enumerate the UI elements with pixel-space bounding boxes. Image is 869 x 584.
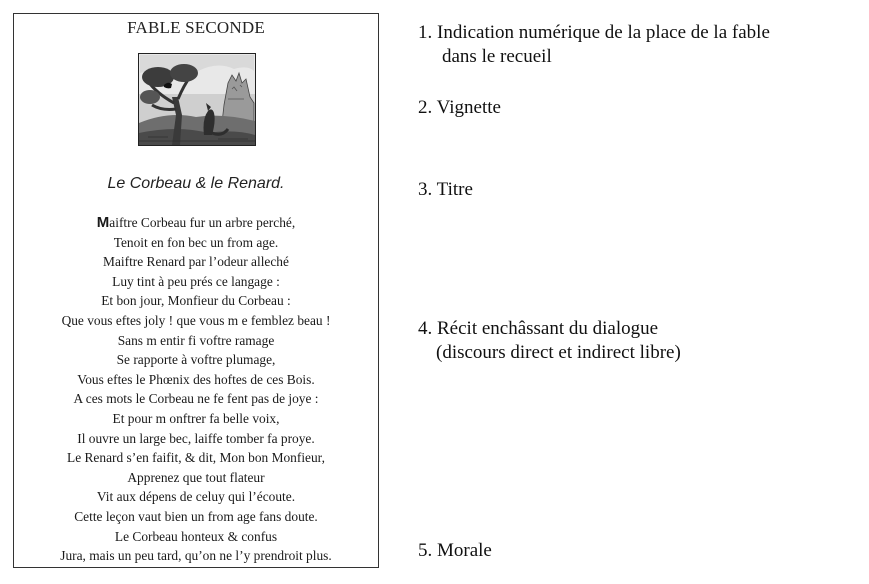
verse-line-text: aiftre Corbeau fur un arbre perché, [109,215,296,230]
verse-line: Cette leçon vaut bien un from age fans doute. [74,508,318,524]
fable-poem [14,213,378,566]
fable-title: Le Corbeau & le Renard. [107,175,285,192]
annotation-title [418,178,473,202]
verse-line [14,213,378,233]
verse-line: Que vous eftes joly ! que vous m e femblez beau ! [61,312,331,328]
verse-line: Apprenez que tout flateur [127,469,265,485]
annotation-moral [418,539,492,563]
verse-line: A ces mots le Corbeau ne fe fent pas de joye : [73,391,319,407]
verse-line: Vous eftes le Phœnix des hoftes de ces Bois. [77,371,315,387]
verse-line: Le Renard s’en faifit, & dit, Mon bon Monfieur, [67,450,325,466]
annotation-text: 5. Morale [418,540,492,561]
fable-number-heading: FABLE SECONDE [127,18,265,37]
verse-line: Se rapporte à voftre plumage, [116,352,276,368]
verse-line: Sans m entir fi voftre ramage [117,332,275,348]
annotation-text-continued: (discours direct et indirect libre) [436,342,681,363]
annotation-narrative [418,317,681,365]
verse-line: Jura, mais un peu tard, qu’on ne l’y prendroit plus. [60,548,332,564]
vignette-engraving [138,53,256,146]
annotation-numbering [418,21,770,69]
drop-cap: M [96,214,110,231]
verse-line: Il ouvre un large bec, laiffe tomber fa proye. [77,430,315,446]
annotation-text: 3. Titre [418,179,473,200]
annotation-vignette [418,96,501,120]
verse-line: Tenoit en fon bec un from age. [113,234,279,250]
annotation-text: 2. Vignette [418,97,501,118]
verse-line: Le Corbeau honteux & confus [114,528,278,544]
verse-line: Maiftre Renard par l’odeur alleché [103,254,289,270]
verse-line: Vit aux dépens de celuy qui l’écoute. [96,489,296,505]
annotation-text: 1. Indication numérique de la place de la fable [418,22,770,43]
verse-line: Et pour m onftrer fa belle voix, [112,410,280,426]
verse-line: Et bon jour, Monfieur du Corbeau : [101,293,291,309]
annotation-text-continued: dans le recueil [442,46,552,67]
annotation-text: 4. Récit enchâssant du dialogue [418,318,659,339]
fable-page [13,13,379,568]
verse-line: Luy tint à peu prés ce langage : [112,273,280,289]
